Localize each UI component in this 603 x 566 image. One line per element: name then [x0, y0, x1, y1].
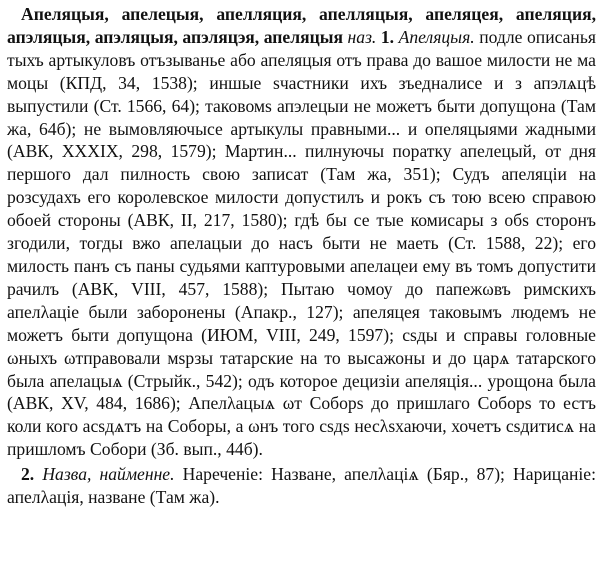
grammar-label: наз. — [347, 26, 377, 47]
dictionary-entry-sense-2 — [7, 463, 596, 509]
sense-citations: Нареченіе: Назване, апелλаціѧ (Бяр., 87); Нарицаніе: апелλація, назване (Там жа). — [7, 464, 597, 508]
sense-definition: Апеляцыя. — [398, 26, 475, 47]
dictionary-entry-sense-1 — [7, 3, 596, 461]
sense-definition: Назва, найменне. — [42, 464, 175, 485]
sense-number: 1. — [380, 26, 395, 47]
sense-citations: подле описанья тыхъ артыкуловъ отъзыванье або апеляцыя отъ права до вашое милости не ма моцы (КПД, 34, 1538); иншые ѕчастники ихъ зъедналисе и з апэлѧцѣ выпустили (Ст. 1566, 64); таковомѕ апэлецыи не можетъ быти допущона (Там жа, 64б); не вымовляючысе артыкулы правными... и опеляцыями жадными (АВК, XXXIX, 298, 1579); Мартин... пилнуючы поратку апелецый, от дня першого дал пилность свою записат (Там жа, 351); Судъ апеляціи на розсудахъ его королевское милости допустилъ и рокъ съ тою всею справою обоей стороны (АВК, II, 217, 1580); гдѣ бы се тые комисары з обѕ сторонъ згодили, тогды вжо апелацыи до насъ быти не маеть (Ст. 1588, 22); его милость панъ съ паны судьями каптуровыми апелацеи ему въ томъ допустити рачилъ (АВК, VIII, 457, 1588); Пытаю чомоу до папежωвъ римскихъ апелλаціе были заборонены (Апакр., 127); апеляцея таковымъ людемъ не можетъ быти допущона (ИЮМ, VIII, 249, 1597); сѕды и справы головные ωныхъ ωтправовали мѕрзы татарские на то высажоны и до царѧ татарского была апелацыѧ (Стрыйк., 542); одъ которое децизіи апеляція... урощона была (АВК, XV, 484, 1686); Апелλацыѧ ωт Соборѕ до пришлаго Соборѕ то естъ коли кого асѕдѧтъ на Соборы, а ωнъ того сѕдѕ несλѕхаючи, хочетъ сѕдитисѧ на пришломъ Собори (Зб. вып., 44б). — [7, 26, 596, 460]
entry-headwords: Апеляцыя, апелецыя, апелляция, апелляцыя, апеляцея, апеляция, апэляцыя, апэляцыя, апэляцэя, апеляцыя — [7, 4, 596, 47]
sense-number: 2. — [21, 464, 35, 485]
